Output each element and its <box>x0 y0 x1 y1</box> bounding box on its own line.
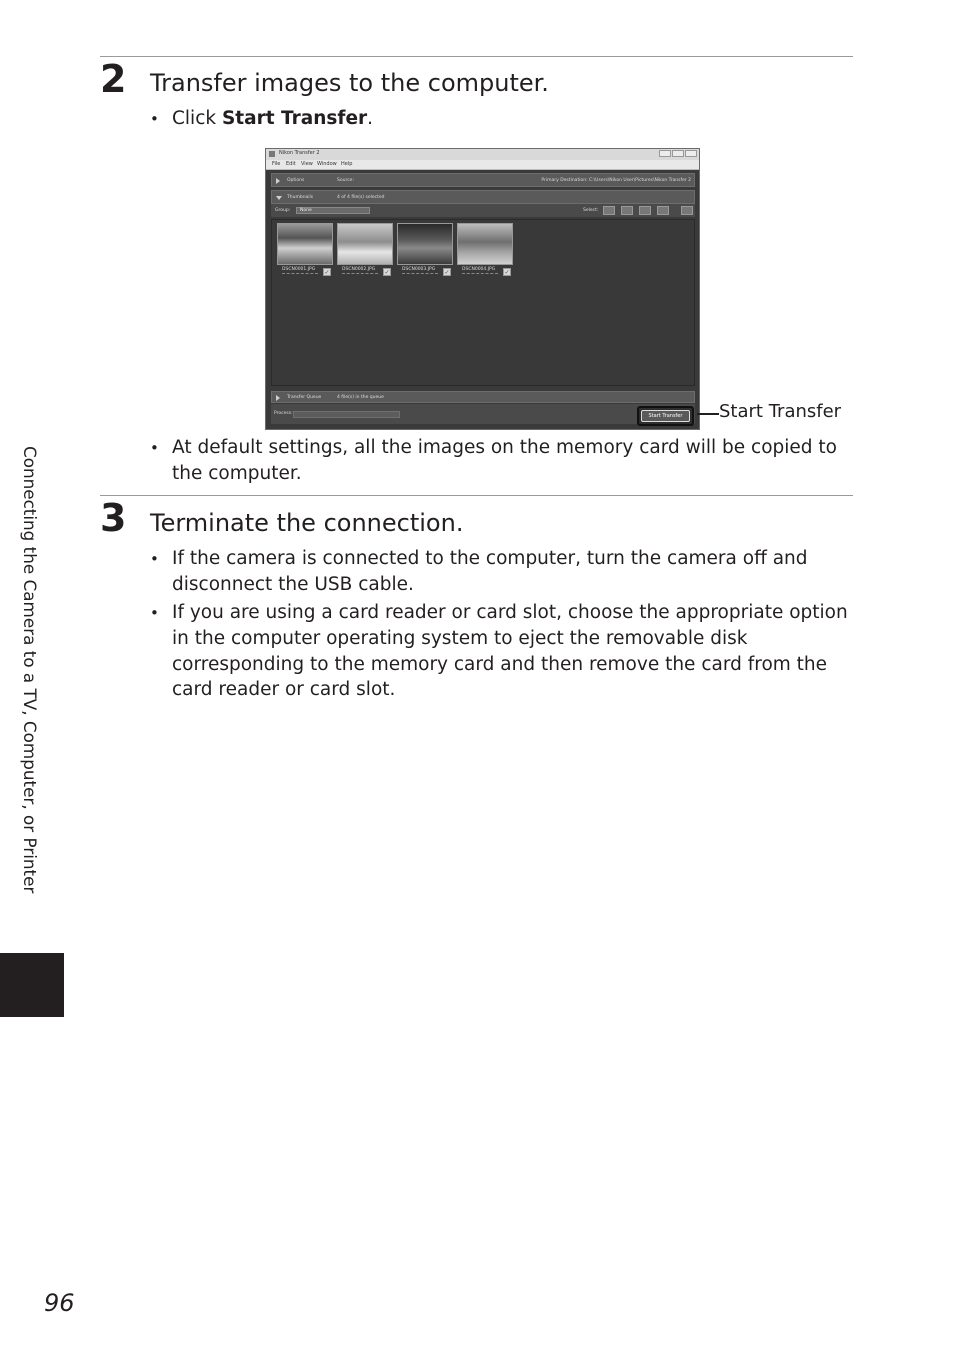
options-bar[interactable] <box>271 173 695 187</box>
menu-view[interactable]: View <box>301 161 313 167</box>
group-label: Group: <box>275 208 291 213</box>
start-transfer-button[interactable] <box>637 406 694 426</box>
thumbnails-bar[interactable] <box>271 190 695 204</box>
thumbnail-toolbar <box>271 204 695 217</box>
step-3-bullet-1: If the camera is connected to the computer, turn the camera off and disconnect the USB cable. <box>172 548 808 595</box>
window-titlebar <box>266 149 699 160</box>
callout-leader-line <box>697 413 719 415</box>
top-rule <box>100 56 853 57</box>
chapter-title: Connecting the Camera to a TV, Computer, or Printer <box>20 446 40 894</box>
step-2-bullet-1 <box>172 106 857 132</box>
progress-bar <box>293 411 400 418</box>
thumbnail-rating <box>282 273 318 275</box>
bullet-text: Click <box>172 108 222 129</box>
expand-arrow-icon[interactable] <box>276 178 280 184</box>
start-transfer-button-label: Start Transfer <box>641 410 690 422</box>
app-logo-icon <box>269 151 275 157</box>
step-2-bullet-2: At default settings, all the images on the memory card will be copied to the computer. <box>172 437 837 484</box>
thumbnail-image[interactable] <box>277 223 333 265</box>
app-screenshot <box>265 148 700 430</box>
select-all-icon[interactable] <box>603 206 615 215</box>
menu-help[interactable]: Help <box>341 161 353 167</box>
bullet-marker: • <box>150 550 159 568</box>
thumbnail-area <box>271 219 695 386</box>
step-2-number: 2 <box>100 57 127 101</box>
view-mode-icon[interactable] <box>681 206 693 215</box>
close-icon[interactable] <box>685 150 697 157</box>
menu-window[interactable]: Window <box>317 161 337 167</box>
thumbnail-checkbox[interactable]: ✓ <box>504 269 510 276</box>
step-3-bullet-2: If you are using a card reader or card slot, choose the appropriate option in the computer operating system to eject the removable disk corresponding to the memory card and then remove the card from the card reader or card slot. <box>172 602 848 701</box>
group-select[interactable] <box>296 207 370 214</box>
bullet-marker: • <box>150 604 159 622</box>
selected-count: 4 of 4 file(s) selected <box>337 195 385 200</box>
thumbnail-filename: DSCN0004.JPG <box>462 267 496 272</box>
process-label: Process: <box>274 411 293 416</box>
minimize-icon[interactable] <box>659 150 671 157</box>
select-label: Select: <box>583 208 599 213</box>
thumbnail-checkbox[interactable]: ✓ <box>444 269 450 276</box>
menu-file[interactable]: File <box>272 161 281 167</box>
expand-arrow-icon[interactable] <box>276 395 280 401</box>
chapter-side-tab <box>10 446 50 938</box>
transfer-queue-label: Transfer Queue <box>287 395 322 400</box>
primary-destination: Primary Destination: C:\Users\Nikon User\Pictures\Nikon Transfer 2 <box>541 178 691 183</box>
thumbnail-filename: DSCN0002.JPG <box>342 267 376 272</box>
thumbnail-image[interactable] <box>337 223 393 265</box>
bullet-marker: • <box>150 110 159 128</box>
step-2-title: Transfer images to the computer. <box>150 69 549 97</box>
window-title: Nikon Transfer 2 <box>279 150 320 156</box>
step-3-number: 3 <box>100 496 127 540</box>
start-transfer-callout: Start Transfer <box>719 401 842 422</box>
select-buttons <box>603 206 693 215</box>
thumbnail-rating <box>462 273 498 275</box>
bullet-text-end: . <box>367 108 374 129</box>
thumbnail-rating <box>342 273 378 275</box>
select-new-icon[interactable] <box>621 206 633 215</box>
source-label: Source: <box>337 178 354 183</box>
queue-status: 4 file(s) in the queue <box>337 395 384 400</box>
thumbnail-image[interactable] <box>397 223 453 265</box>
group-value: None <box>300 208 312 213</box>
deselect-icon[interactable] <box>657 206 669 215</box>
thumbnail-image[interactable] <box>457 223 513 265</box>
menu-bar <box>266 160 699 170</box>
thumbnail-checkbox[interactable]: ✓ <box>324 269 330 276</box>
chapter-tab-block <box>0 953 64 1017</box>
collapse-arrow-icon[interactable] <box>276 196 282 200</box>
process-bar <box>271 404 695 424</box>
start-transfer-emphasis: Start Transfer <box>221 108 368 129</box>
thumbnail-checkbox[interactable]: ✓ <box>384 269 390 276</box>
thumbnail-filename: DSCN0001.JPG <box>282 267 316 272</box>
page-number: 96 <box>44 1289 75 1317</box>
maximize-icon[interactable] <box>672 150 684 157</box>
thumbnails-label: Thumbnails <box>287 195 314 200</box>
window-controls <box>659 150 697 157</box>
thumbnail-rating <box>402 273 438 275</box>
options-label: Options <box>287 178 305 183</box>
step-3-title: Terminate the connection. <box>150 509 464 537</box>
menu-edit[interactable]: Edit <box>286 161 296 167</box>
section-rule <box>100 495 853 496</box>
bullet-marker: • <box>150 439 159 457</box>
transfer-queue-bar[interactable] <box>271 391 695 403</box>
thumbnail-filename: DSCN0003.JPG <box>402 267 436 272</box>
select-protected-icon[interactable] <box>639 206 651 215</box>
